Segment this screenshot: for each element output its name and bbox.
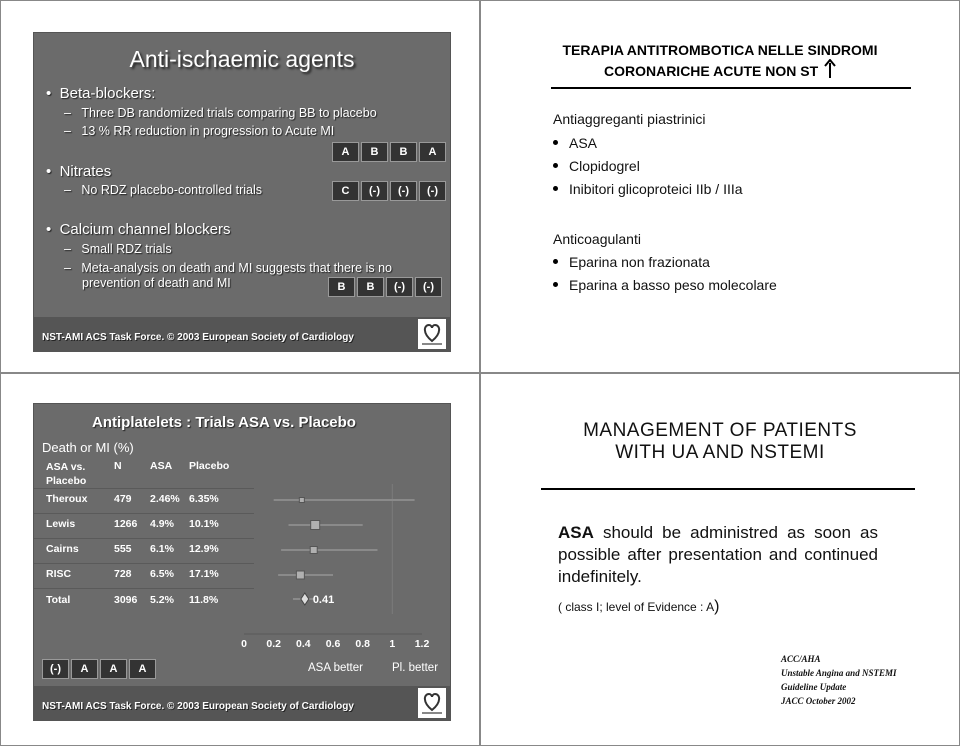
section-heading-anticoagulant: Anticoagulanti [553,231,641,247]
x-tick-label: 0.2 [266,638,281,650]
evidence-code: A [332,142,359,162]
bullet-dot [553,259,558,264]
evidence-codes-nitrates [332,181,446,201]
reference-line: Unstable Angina and NSTEMI [781,668,897,678]
evidence-code: (-) [419,181,446,201]
list-item: Clopidogrel [569,158,640,174]
pooled-estimate-diamond [301,593,309,605]
evidence-code: (-) [42,659,69,679]
point-estimate [296,571,304,579]
class-bracket: ) [714,598,720,615]
x-tick-label: 0.8 [355,638,370,650]
footer-credit: NST-AMI ACS Task Force. © 2003 European Society of Cardiology [42,701,354,712]
footer-credit: NST-AMI ACS Task Force. © 2003 European Society of Cardiology [42,332,354,343]
evidence-code: (-) [390,181,417,201]
table-cell: RISC [46,568,72,580]
slide-panel-anti-ischaemic [0,0,480,373]
recommendation-text [558,522,878,588]
bullet-dot [553,163,558,168]
evidence-code: B [328,277,355,297]
title-line-2: CORONARICHE ACUTE NON ST [603,63,819,79]
pooled-estimate-label: 0.41 [312,594,335,606]
evidence-codes [42,659,156,679]
table-cell: 3096 [114,594,138,606]
table-cell: 6.5% [150,568,174,580]
column-header: N [114,460,122,472]
evidence-code: C [332,181,359,201]
table-cell: 728 [114,568,132,580]
drug-name: ASA [558,523,594,542]
table-cell: 6.1% [150,543,174,555]
evidence-code: A [419,142,446,162]
table-cell: 11.8% [189,594,219,606]
esc-heart-logo-icon [418,319,446,349]
bullet-calcium-blockers: • Calcium channel blockers [46,221,231,238]
class-text: ( class I; level of Evidence : A [558,600,715,614]
table-cell: 1266 [114,518,138,530]
point-estimate [311,521,320,530]
slide-antiplatelets [33,403,451,721]
bullet-beta-blockers: • Beta-blockers: [46,85,156,102]
slide-footer [34,317,450,351]
title-line-2-wrap [521,59,919,80]
slide-footer [34,686,450,720]
reference-block [781,652,896,708]
x-tick-label: 1 [389,638,396,650]
bullet-nitrates: • Nitrates [46,163,112,180]
dash-text-continued: prevention of death and MI [82,276,231,290]
title-line-1: TERAPIA ANTITROMBOTICA NELLE SINDROMI [562,42,878,58]
evidence-code: B [361,142,388,162]
table-cell: Theroux [46,493,88,505]
table-cell: 555 [114,543,132,555]
evidence-code: B [390,142,417,162]
x-tick-label: 0.6 [325,638,341,650]
title-underline [541,488,915,490]
evidence-class-note [558,598,719,616]
esc-heart-logo-icon [418,688,446,718]
reference-line: ACC/AHA [781,654,821,664]
dash-item: – No RDZ placebo-controlled trials [64,183,263,197]
dash-text: No RDZ placebo-controlled trials [81,183,263,197]
dash-item: – Three DB randomized trials comparing BB to placebo [64,106,377,120]
asa-better-label: ASA better [308,662,363,674]
table-cell: Total [46,594,71,606]
table-cell: 12.9% [189,543,219,555]
bullet-text: Beta-blockers: [59,85,156,102]
table-cell: Lewis [46,518,76,530]
table-cell: 6.35% [189,493,219,505]
dash-text: 13 % RR reduction in progression to Acute MI [81,124,335,138]
x-tick-label: 1.2 [414,638,430,650]
column-header: ASA [150,460,173,472]
bullet-text: Nitrates [59,163,112,180]
dash-text: Three DB randomized trials comparing BB to placebo [81,106,377,120]
x-tick-label: 0.4 [296,638,311,650]
dash-item: – Meta-analysis on death and MI suggests that there is no [64,261,392,275]
list-item: Inibitori glicoproteici IIb / IIIa [569,181,743,197]
dash-item: – Small RDZ trials [64,242,172,256]
bullet-dot [553,186,558,191]
table-cell: 2.46% [150,493,180,505]
list-item: Eparina non frazionata [569,254,710,270]
slide-title [541,420,899,464]
column-header: ASA vs. Placebo [46,461,87,487]
title-line-2: WITH UA AND NSTEMI [615,442,825,463]
evidence-code: (-) [361,181,388,201]
bullet-text: Calcium channel blockers [59,221,231,238]
point-estimate [299,498,304,503]
evidence-code: (-) [415,277,442,297]
list-item: Eparina a basso peso molecolare [569,277,777,293]
slide-anti-ischaemic [33,32,451,352]
section-heading-antiplatelet: Antiaggreganti piastrinici [553,111,706,127]
slide-title [521,41,919,80]
table-cell: 17.1% [189,568,219,580]
table-cell: 4.9% [150,518,174,530]
bullet-dot [553,140,558,145]
column-header: Placebo [189,460,230,472]
dash-text: Meta-analysis on death and MI suggests that there is no [81,261,392,275]
table-cell: 10.1% [189,518,219,530]
recommendation-body: should be administred as soon as possible after presentation and continued indefinitely. [558,523,878,586]
slide-panel-management [480,373,960,746]
reference-line: JACC October 2002 [781,696,856,706]
table-cell: 5.2% [150,594,174,606]
bullet-dot [553,282,558,287]
dash-text: Small RDZ trials [81,242,172,256]
evidence-code: A [129,659,156,679]
list-item: ASA [569,135,598,151]
reference-line: Guideline Update [781,682,847,692]
placebo-better-label: Pl. better [392,662,439,674]
slide-panel-terapia [480,0,960,373]
evidence-code: A [100,659,127,679]
evidence-code: B [357,277,384,297]
evidence-codes-calcium [328,277,442,297]
table-cell: Cairns [46,543,79,555]
evidence-code: A [71,659,98,679]
slide-title: Anti-ischaemic agents [129,46,355,72]
arrow-up-icon [824,59,836,79]
point-estimate [310,547,317,554]
slide-title: Antiplatelets : Trials ASA vs. Placebo [92,414,356,431]
x-tick-label: 0 [241,638,247,650]
evidence-code: (-) [386,277,413,297]
dash-item: – 13 % RR reduction in progression to Acute MI [64,124,335,138]
slide-subtitle: Death or MI (%) [42,440,134,455]
title-line-1: MANAGEMENT OF PATIENTS [583,420,857,441]
evidence-codes-beta [332,142,446,162]
slide-panel-antiplatelets [0,373,480,746]
table-cell: 479 [114,493,132,505]
title-underline [551,87,911,89]
